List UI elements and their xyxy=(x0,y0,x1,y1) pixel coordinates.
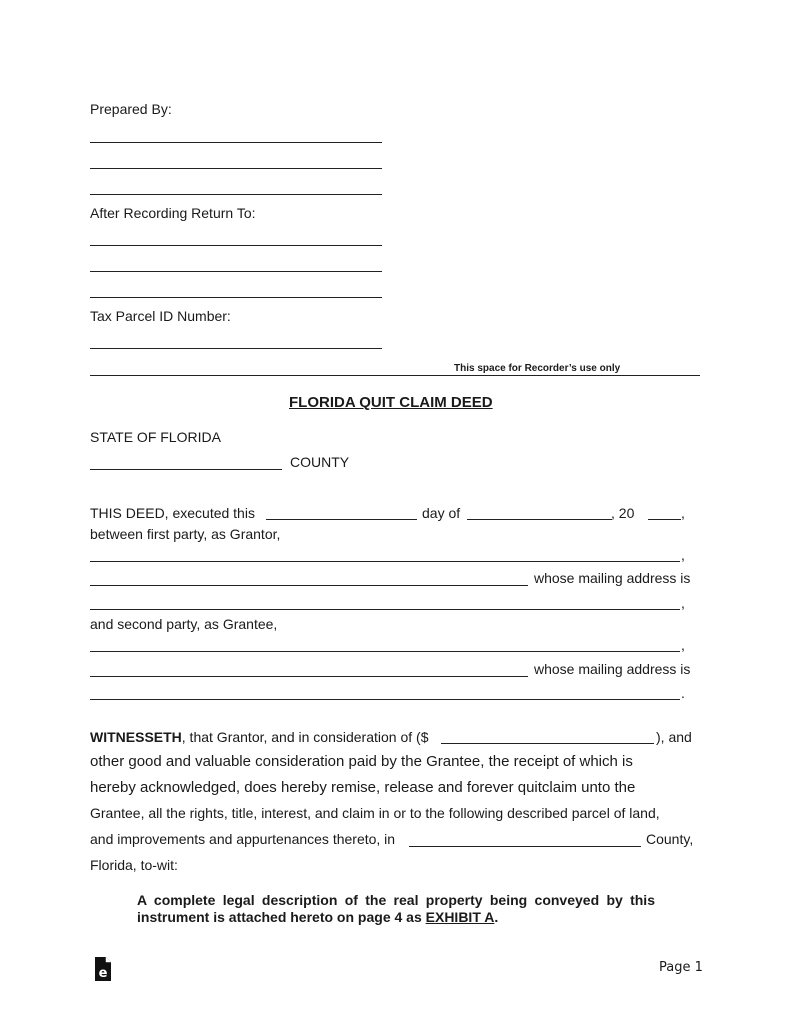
witness-line-5b: County, xyxy=(646,831,694,847)
day-of-text: day of xyxy=(422,505,461,521)
grantor-line-2[interactable] xyxy=(90,585,528,586)
witness-and: ), and xyxy=(656,729,692,745)
parcel-county-blank[interactable] xyxy=(409,846,641,847)
tax-parcel-label: Tax Parcel ID Number: xyxy=(90,308,231,324)
after-recording-label: After Recording Return To: xyxy=(90,205,256,221)
prepared-by-line-2[interactable] xyxy=(90,168,382,169)
between-text: between first party, as Grantor, xyxy=(90,526,281,542)
month-blank[interactable] xyxy=(467,519,612,520)
consideration-amount-blank[interactable] xyxy=(441,743,654,744)
return-to-line-1[interactable] xyxy=(90,245,382,246)
executed-day-blank[interactable] xyxy=(266,519,417,520)
witness-line-5a: and improvements and appurtenances thereto, in xyxy=(90,831,396,847)
witness-line-3: hereby acknowledged, does hereby remise, release and forever quitclaim unto the xyxy=(90,779,636,796)
grantee-mailing-text: whose mailing address is xyxy=(534,661,691,677)
grantor-mailing-text: whose mailing address is xyxy=(534,570,691,586)
document-title: FLORIDA QUIT CLAIM DEED xyxy=(289,394,493,411)
recorder-divider xyxy=(90,375,700,376)
legal-description xyxy=(137,892,655,926)
comma-1: , xyxy=(681,505,685,521)
comma-3: , xyxy=(681,595,685,611)
witness-line-4: Grantee, all the rights, title, interest, and claim in or to the following described parcel of land, xyxy=(90,805,660,821)
state-label: STATE OF FLORIDA xyxy=(90,429,221,445)
comma-4: , xyxy=(681,637,685,653)
witness-intro: , that Grantor, and in consideration of ($ xyxy=(181,729,429,745)
grantor-address-line[interactable] xyxy=(90,609,680,610)
grantee-line-2[interactable] xyxy=(90,676,528,677)
prepared-by-label: Prepared By: xyxy=(90,101,172,117)
recorder-note: This space for Recorder’s use only xyxy=(454,363,621,374)
county-label: COUNTY xyxy=(290,454,350,470)
witness-line-6: Florida, to-wit: xyxy=(90,857,178,873)
exhibit-a-link[interactable]: EXHIBIT A xyxy=(425,909,495,925)
period-1: . xyxy=(681,685,685,701)
prepared-by-line-3[interactable] xyxy=(90,194,382,195)
this-deed-text: THIS DEED, executed this xyxy=(90,505,255,521)
grantee-address-line[interactable] xyxy=(90,699,680,700)
eforms-logo-icon xyxy=(93,956,113,982)
svg-text:e: e xyxy=(98,966,108,981)
return-to-line-2[interactable] xyxy=(90,271,382,272)
witness-line-2: other good and valuable consideration paid by the Grantee, the receipt of which is xyxy=(90,753,633,770)
witness-line-1 xyxy=(90,729,428,745)
return-to-line-3[interactable] xyxy=(90,297,382,298)
page-number: Page 1 xyxy=(659,960,703,975)
grantee-name-line[interactable] xyxy=(90,651,680,652)
witnesseth-bold: WITNESSETH xyxy=(90,729,182,745)
legal-text: A complete legal description of the real property being conveyed by this instrument is attached hereto on page 4 as xyxy=(137,892,655,925)
comma-2: , xyxy=(681,547,685,563)
grantor-name-line[interactable] xyxy=(90,561,680,562)
legal-end: . xyxy=(494,909,499,925)
county-blank[interactable] xyxy=(90,469,282,470)
second-party-text: and second party, as Grantee, xyxy=(90,616,278,632)
tax-parcel-line[interactable] xyxy=(90,348,382,349)
year-blank[interactable] xyxy=(648,519,681,520)
year-prefix: , 20 xyxy=(611,505,635,521)
prepared-by-line-1[interactable] xyxy=(90,142,382,143)
